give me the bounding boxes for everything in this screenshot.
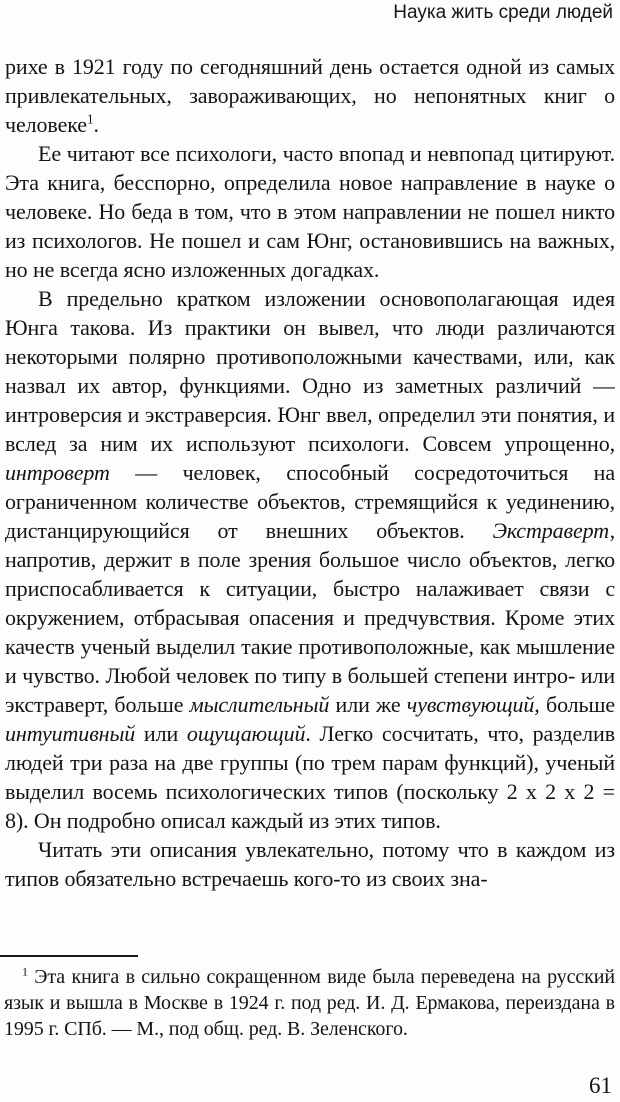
footnote-block <box>0 955 615 1042</box>
page-number: 61 <box>589 1073 612 1098</box>
paragraph-4: Читать эти описания увлекательно, потому что в каждом из типов обязательно встречаешь кого-то из своих зна- <box>5 837 615 891</box>
paragraph-3: В предельно кратком изложении основополагающая идея Юнга такова. Из практики он вывел, что люди различаются некоторыми полярно противоположными качествами, или, как назвал их автор, функциями. Одно из заметных различий — интроверсия и экстраверсия. Юнг ввел, определил эти понятия, и вслед за ним их используют психологи. Совсем упрощенно, интроверт — человек, способный сосредоточиться на ограниченном количестве объектов, стремящийся к уединению, дистанцирующийся от внешних объектов. Экстраверт, напротив, держит в поле зрения большое число объектов, легко приспосабливается к ситуации, быстро налаживает связи с окружением, отбрасывая опасения и предчувствия. Кроме этих качеств ученый выделил такие противоположные, как мышление и чувство. Любой человек по типу в большей степени интро- или экстраверт, больше мыслительный или же чувствующий, больше интуитивный или ощущающий. Легко сосчитать, что, разделив людей три раза на две группы (по трем парам функций), ученый выделил восемь психологических типов (поскольку 2 х 2 х 2 = 8). Он подробно описал каждый из этих типов. <box>5 286 615 833</box>
running-header: Наука жить среди людей <box>393 2 613 23</box>
paragraph-2: Ее читают все психологи, часто впопад и невпопад цитируют. Эта книга, бесспорно, определила новое направление в науке о человеке. Но беда в том, что в этом направлении не пошел никто из психологов. Не пошел и сам Юнг, остановившись на важных, но не всегда ясно изложенных догадках. <box>5 141 615 282</box>
footnote-text: $^1$ Эта книга в сильно сокращенном виде была переведена на русский язык и вышла в Москве в 1924 г. под ред. И. Д. Ермакова, переиздана в 1995 г. СПб. — М., под общ. ред. В. Зеленского. <box>4 964 615 1040</box>
paragraph-1: рихе в 1921 году по сегодняшний день остается одной из самых привлекательных, завораживающих, но непонятных книг о человеке$^1$. <box>5 54 615 137</box>
footnote-separator <box>0 955 138 957</box>
body-text <box>5 52 615 954</box>
